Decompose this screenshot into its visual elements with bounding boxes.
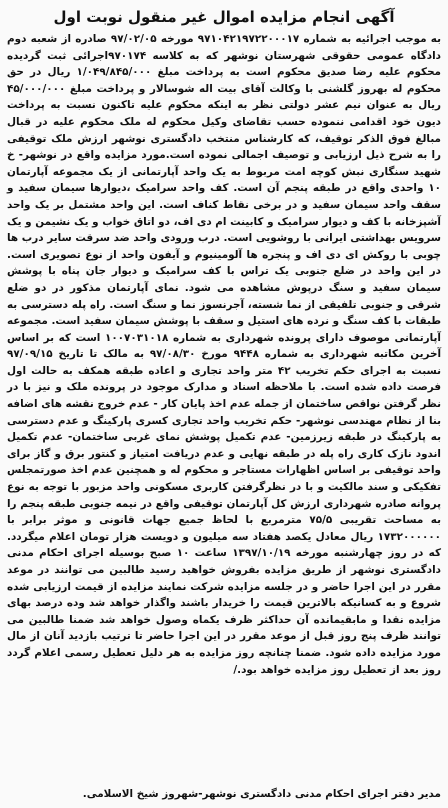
notice-body: به موجب اجرائیه به شماره ۹۷۱۰۴۲۱۹۷۲۲۰۰۰۱۷ مورخه ۹۷/۰۲/۰۵ صادره از شعبه دوم دادگاه عمومی حقوقی شهرستان نوشهر که به کلاسه ۹۷۰۱۷۴اجرائی ثبت گردیده محکوم علیه رضا صدیق محکوم است به پرداخت مبلغ ۱/۰۴۹/۸۴۵/۰۰۰ ریال در حق محکوم له بهروز گلشنی با وکالت آقای بیت اله شوسالار و پرداخت مبلغ ۴۵/۰۰۰/۰۰۰ ریال به عنوان نیم عشر دولتی نظر به اینکه محکوم علیه تاکنون نسبت به پرداخت دیون خود اقدامی ننموده حسب تقاضای وکیل محکوم له ملک محکوم علیه در قبال مبالغ فوق الذکر توقیف، که کارشناس منتخب دادگستری نوشهر ارزش ملک توقیفی را به شرح ذیل ارزیابی و توصیف اجمالی نموده است.مورد مزایده واقع در نوشهر- خ شهید سنگاری نبش کوچه امت مربوط به یک واحد آپارتمانی از یک مجموعه آپارتمان ۱۰ واحدی واقع در طبقه پنجم آن است. کف واحد سرامیک ،دیوارها سیمان سفید و سقف واحد سیمان سفید و در برخی نقاط کناف است. این واحد مشتمل بر یک واحد آشپزخانه با کف و دیوار سرامیک و کابینت ام دی اف، دو اتاق خواب و یک نشیمن و یک سرویس بهداشتی ایرانی با روشویی است. درب ورودی واحد ضد سرقت سایر درب ها چوبی با روکش ای دی اف و پنجره ها آلومینیوم و آیفون واحد از نوع تصویری است. در این واحد در ضلع جنوبی یک تراس با کف سرامیک و دیوار جان پناه با پوشش سیمان سفید و سنگ درپوش مشاهده می شود. نمای آپارتمان مذکور در دو ضلع شرقی و جنوبی تلفیقی از نما شسته، آجرنسوز نما و سنگ است. راه پله دسترسی به طبقات با کف سنگ و نرده های استیل و سقف با پوشش سیمان سفید است. مجموعه آپارتمانی موصوف دارای پرونده شهرداری به شماره ۱۰۰۷۰۳۱۰۱۸ است که بر اساس آخرین مکاتبه شهرداری به شماره ۹۴۴۸ مورخ ۹۷/۰۸/۳۰ به مالک تا تاریخ ۹۷/۰۹/۱۵ نسبت به اجرای حکم تخریب ۴۲ متر واحد تجاری و اعاده طبقه همکف به حالت اول فرصت داده شده است. با ملاحظه اسناد و مدارک موجود در پرونده ملک و نیز با در نظر گرفتن نواقص ساختمان از جمله عدم اخذ پایان کار - عدم خروج نقشه های اضافه بنا از نظام مهندسی نوشهر- حکم تخریب واحد تجاری کسری پارکینگ و عدم دسترسی به پارکینگ در طبقه زیرزمین- عدم تکمیل پوشش نمای غربی ساختمان- عدم تکمیل اندود نازک کاری راه پله در طبقه نهایی و عدم دریافت امتیاز و کنتور برق و گاز برای واحد توقیفی بر اساس اظهارات مستاجر و محکوم له و همچنین عدم اخذ صورتمجلس تفکیکی و سند مالکیت و با در نظرگرفتن کاربری مسکونی واحد مزبور با توجه به نوع پروانه صادره شهرداری ارزش کل آپارتمان توقیفی واقع در نیمه جنوبی طبقه پنجم را به مساحت تقریبی ۷۵/۵ مترمربع با لحاظ جمیع جهات قانونی و موثر برابر با ۱۷۳۲۰۰۰۰۰۰ ریال معادل یکصد هفتاد سه میلیون و دویست هزار تومان اعلام میگردد. که در روز چهارشنبه مورخه ۱۳۹۷/۱۰/۱۹ ساعت ۱۰ صبح بوسیله اجرای احکام مدنی دادگستری نوشهر از طریق مزایده بفروش خواهید رسید طالبین می توانند در موعد مقرر در این اجرا حاضر و در جلسه مزایده شرکت نمایند مزایده از قیمت ارزیابی شده شروع و به کسانیکه بالاترین قیمت را خریدار باشند واگذار خواهد شد وده درصد بهای مزایده نقدا و مابقیمانده آن حداکثر ظرف یکماه وصول خواهد شد ضمنا طالبین می توانند ظرف پنج روز قبل از موعد مقرر در این اجرا حاضر تا ترتیب بازدید آنان از مال مورد مزایده داده شود. ضمنا چنانچه روز مزایده به هر دلیل تعطیل رسمی اعلام گردد روز بعد از تعطیل روز مزایده خواهد بود./ [7,33,442,676]
notice-title: آگهی انجام مزایده اموال غیر منقول نوبت اول [53,8,395,26]
notice-signature: مدیر دفتر اجرای احکام مدنی دادگستری نوشهر-شهروز شیخ الاسلامی. [82,788,441,800]
